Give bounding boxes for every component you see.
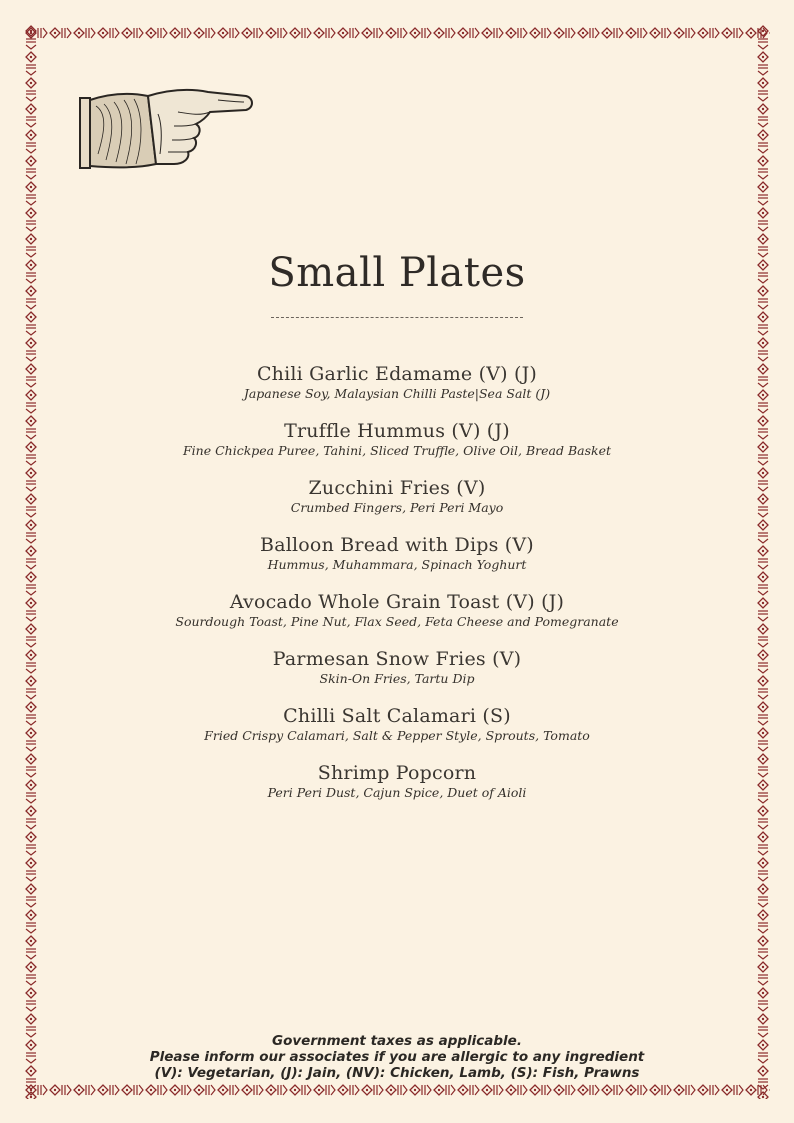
menu-item — [0, 419, 794, 476]
menu-item — [0, 533, 794, 590]
menu-item-description: Peri Peri Dust, Cajun Spice, Duet of Aioli — [267, 785, 527, 800]
footer-taxes-note: Government taxes as applicable. — [272, 1033, 522, 1049]
menu-item-description: Crumbed Fingers, Peri Peri Mayo — [290, 500, 504, 515]
menu-item-description: Fine Chickpea Puree, Tahini, Sliced Truffle, Olive Oil, Bread Basket — [182, 443, 611, 458]
menu-item-name: Truffle Hummus (V) (J) — [284, 420, 510, 442]
menu-list — [0, 362, 794, 818]
menu-item — [0, 647, 794, 704]
menu-item-description: Skin-On Fries, Tartu Dip — [319, 671, 475, 686]
menu-item-name: Shrimp Popcorn — [317, 762, 477, 784]
pointing-hand-icon — [78, 84, 256, 172]
menu-item — [0, 590, 794, 647]
menu-item-name: Chili Garlic Edamame (V) (J) — [256, 363, 538, 385]
menu-item — [0, 476, 794, 533]
menu-item — [0, 704, 794, 761]
border-bottom-pattern — [24, 1081, 770, 1099]
border-top-pattern — [24, 24, 770, 42]
menu-item-description: Sourdough Toast, Pine Nut, Flax Seed, Feta Cheese and Pomegranate — [175, 614, 619, 629]
menu-item-name: Zucchini Fries (V) — [308, 477, 486, 499]
page-title: Small Plates — [268, 250, 526, 296]
menu-item-description: Fried Crispy Calamari, Salt & Pepper Style, Sprouts, Tomato — [204, 728, 590, 743]
footer-allergy-note: Please inform our associates if you are allergic to any ingredient — [149, 1049, 645, 1065]
menu-item — [0, 761, 794, 818]
menu-item-name: Balloon Bread with Dips (V) — [260, 534, 534, 556]
menu-item-name: Parmesan Snow Fries (V) — [272, 648, 522, 670]
menu-item-name: Chilli Salt Calamari (S) — [283, 705, 511, 727]
menu-item — [0, 362, 794, 419]
menu-item-description: Hummus, Muhammara, Spinach Yoghurt — [267, 557, 527, 572]
menu-item-name: Avocado Whole Grain Toast (V) (J) — [229, 591, 565, 613]
title-divider — [271, 317, 523, 318]
footer-legend: (V): Vegetarian, (J): Jain, (NV): Chicken, Lamb, (S): Fish, Prawns — [154, 1065, 640, 1081]
footer-notes — [0, 1033, 794, 1081]
menu-item-description: Japanese Soy, Malaysian Chilli Paste|Sea Salt (J) — [243, 386, 551, 401]
